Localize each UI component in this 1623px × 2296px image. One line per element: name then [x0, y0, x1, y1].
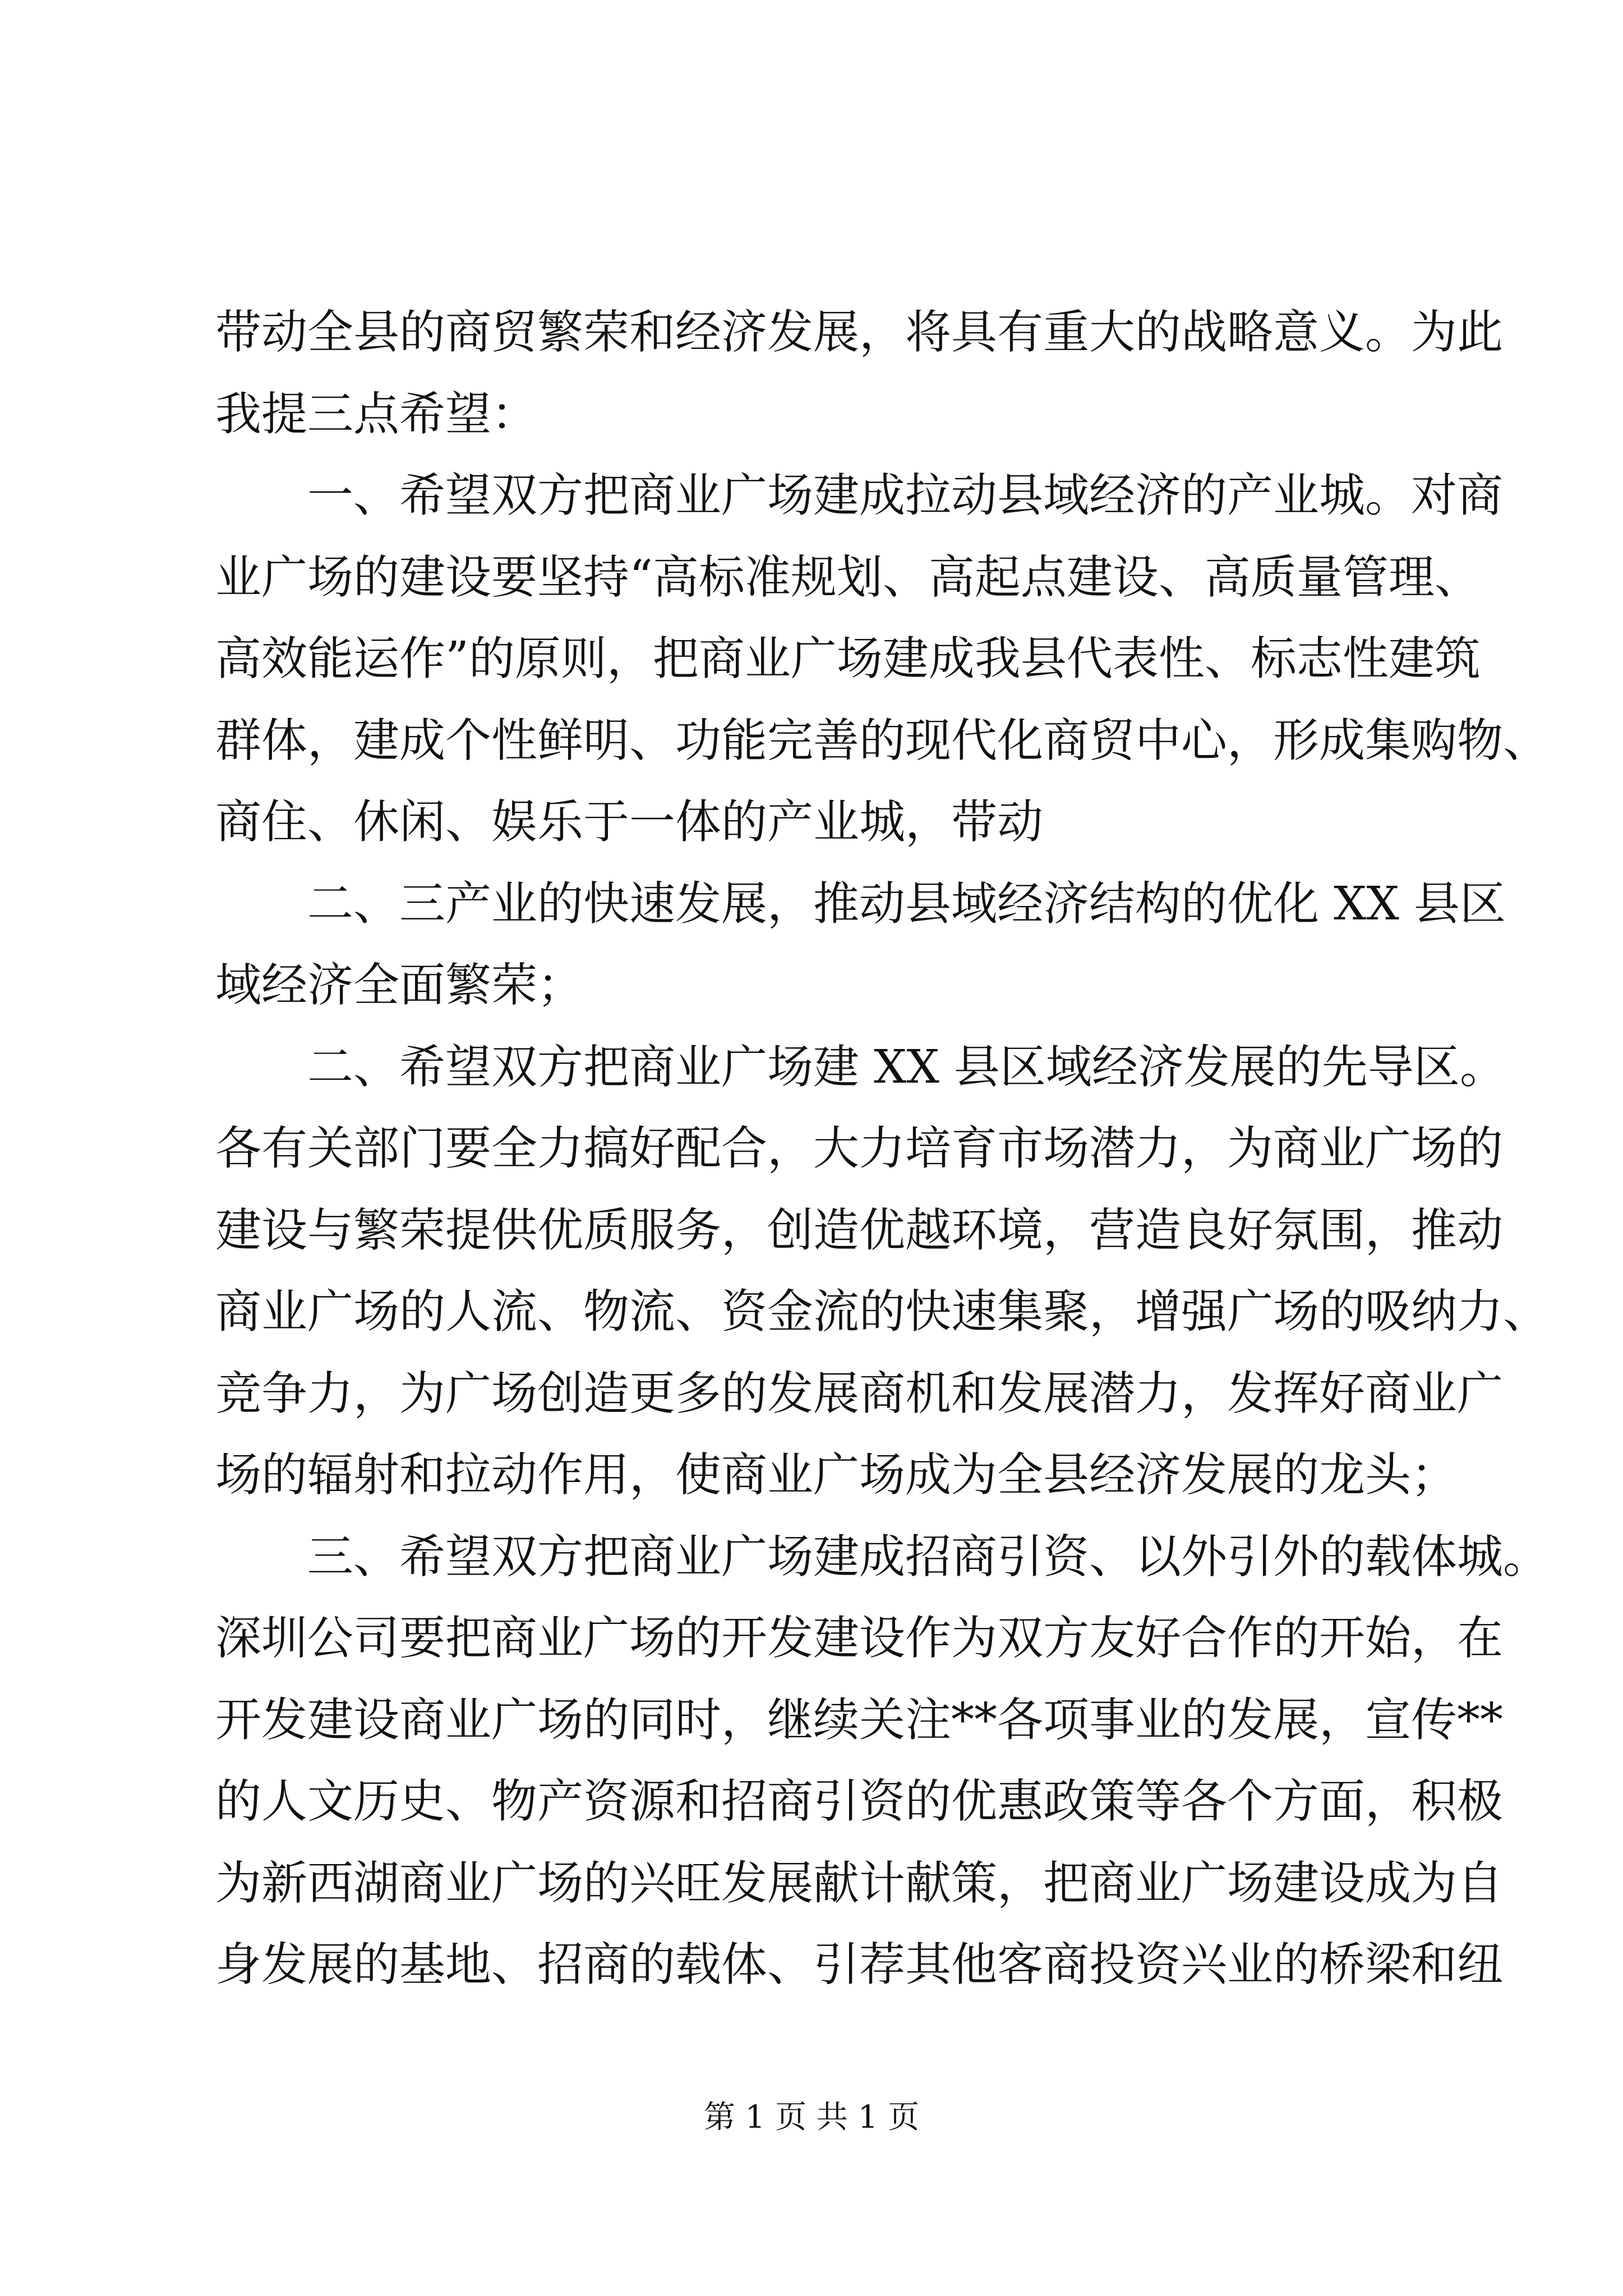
text-line: 商住、休闲、娱乐于一体的产业城，带动 — [215, 795, 1044, 849]
document-body — [215, 292, 1550, 2006]
text-line: 为新西湖商业广场的兴旺发展献计献策，把商业广场建设成为自 — [215, 1856, 1504, 1910]
text-line: 商业广场的人流、物流、资金流的快速集聚，增强广场的吸纳力、 — [215, 1285, 1550, 1338]
text-line: 群体，建成个性鲜明、功能完善的现代化商贸中心，形成集购物、 — [215, 714, 1550, 767]
text-line: 深圳公司要把商业广场的开发建设作为双方友好合作的开始，在 — [215, 1612, 1504, 1665]
text-line: 身发展的基地、招商的载体、引荐其他客商投资兴业的桥梁和纽 — [215, 1938, 1504, 1991]
page-footer: 第 1 页 共 1 页 — [703, 2099, 920, 2136]
text-line: 的人文历史、物产资源和招商引资的优惠政策等各个方面，积极 — [215, 1775, 1504, 1828]
text-line: 一、希望双方把商业广场建成拉动县域经济的产业城。对商 — [215, 469, 1504, 522]
text-line: 域经济全面繁荣； — [215, 959, 584, 1012]
text-line: 竞争力，为广场创造更多的发展商机和发展潜力，发挥好商业广 — [215, 1366, 1504, 1420]
text-line: 各有关部门要全力搞好配合，大力培育市场潜力，为商业广场的 — [215, 1122, 1504, 1175]
text-line: 我提三点希望： — [215, 387, 538, 441]
text-line: 二、希望双方把商业广场建 XX 县区域经济发展的先导区。 — [215, 1040, 1506, 1094]
text-line: 开发建设商业广场的同时，继续关注**各项事业的发展，宣传** — [215, 1693, 1504, 1747]
text-line: 业广场的建设要坚持“高标准规划、高起点建设、高质量管理、 — [215, 550, 1481, 604]
text-line: 带动全县的商贸繁荣和经济发展，将具有重大的战略意义。为此 — [215, 306, 1504, 359]
text-line: 二、三产业的快速发展，推动县域经济结构的优化 XX 县区 — [215, 877, 1506, 931]
text-line: 场的辐射和拉动作用，使商业广场成为全县经济发展的龙头； — [215, 1448, 1458, 1502]
text-line: 三、希望双方把商业广场建成招商引资、以外引外的载体城。 — [215, 1530, 1550, 1584]
text-line: 高效能运作”的原则，把商业广场建成我县代表性、标志性建筑 — [215, 632, 1481, 685]
text-line: 建设与繁荣提供优质服务，创造优越环境，营造良好氛围，推动 — [215, 1203, 1504, 1257]
